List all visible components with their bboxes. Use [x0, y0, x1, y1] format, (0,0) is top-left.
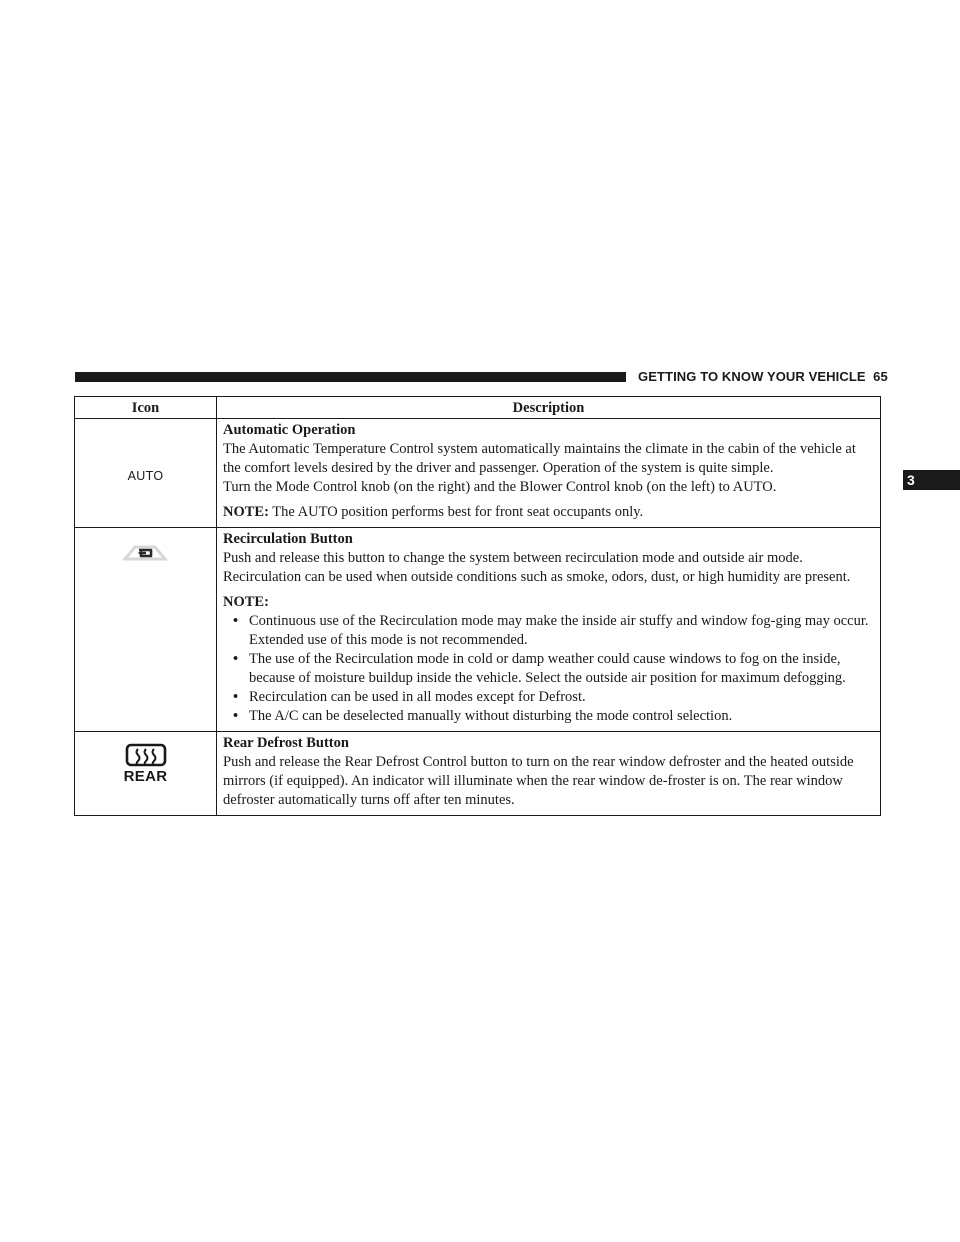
- note: [223, 503, 874, 522]
- note-label: NOTE:: [223, 594, 269, 610]
- list-item: [223, 707, 874, 726]
- row-title: Automatic Operation: [223, 422, 356, 438]
- recirculation-icon: [121, 539, 171, 569]
- list-item: [223, 612, 874, 650]
- description-paragraph: Push and release the Rear Defrost Control button to turn on the rear window defroster and the heated outside mirrors (if equipped). An indicator will illuminate when the rear window de-froster is on. The rear window defroster automatically turns off after ten minutes.: [223, 754, 854, 808]
- list-item-text: The A/C can be deselected manually without disturbing the mode control selection.: [249, 708, 733, 724]
- description-paragraph: Push and release this button to change the system between recirculation mode and outside air mode. Recirculation can be used when outside conditions such as smoke, odors, dust, or high humidity are present.: [223, 550, 851, 585]
- auto-text-icon: AUTO: [127, 469, 164, 483]
- description-cell: [217, 419, 881, 528]
- bullet: •: [233, 689, 239, 705]
- list-item-text: The use of the Recirculation mode in cold or damp weather could cause windows to fog on the inside, because of moisture buildup inside the vehicle. Select the outside air position for maximum defogging.: [249, 651, 846, 686]
- icon-cell: [75, 528, 217, 732]
- rear-label: REAR: [123, 768, 168, 785]
- row-title: Recirculation Button: [223, 531, 353, 547]
- description-cell: [217, 528, 881, 732]
- bullet: •: [233, 651, 239, 667]
- list-item: [223, 650, 874, 688]
- description-paragraph: Turn the Mode Control knob (on the right) and the Blower Control knob (on the left) to AUTO.: [223, 479, 777, 495]
- bullet: •: [233, 613, 239, 629]
- row-title: Rear Defrost Button: [223, 735, 349, 751]
- description-cell: [217, 732, 881, 816]
- rear-defrost-icon: [124, 742, 168, 768]
- list-item: [223, 688, 874, 707]
- column-header-icon: Icon: [75, 397, 217, 419]
- running-header: [638, 369, 888, 384]
- page-number: 65: [873, 369, 888, 384]
- icon-cell: [75, 732, 217, 816]
- list-item-text: Recirculation can be used in all modes except for Defrost.: [249, 689, 586, 705]
- note-label: NOTE:: [223, 504, 269, 520]
- bullet: •: [233, 708, 239, 724]
- header-title: GETTING TO KNOW YOUR VEHICLE: [638, 369, 866, 384]
- header-rule: [75, 372, 626, 382]
- note-list: [223, 612, 874, 726]
- description-paragraph: The Automatic Temperature Control system automatically maintains the climate in the cabin of the vehicle at the comfort levels desired by the driver and passenger. Operation of the system is quite simple.: [223, 441, 856, 476]
- table-row: [75, 528, 881, 732]
- table-header-row: [75, 397, 881, 419]
- chapter-tab: 3: [903, 470, 960, 490]
- note-text: The AUTO position performs best for front seat occupants only.: [272, 504, 644, 520]
- icon-cell: [75, 419, 217, 528]
- table-row: [75, 419, 881, 528]
- column-header-description: Description: [217, 397, 881, 419]
- table-row: [75, 732, 881, 816]
- controls-table: [74, 396, 881, 816]
- list-item-text: Continuous use of the Recirculation mode may make the inside air stuffy and window fog-ging may occur. Extended use of this mode is not recommended.: [249, 613, 869, 648]
